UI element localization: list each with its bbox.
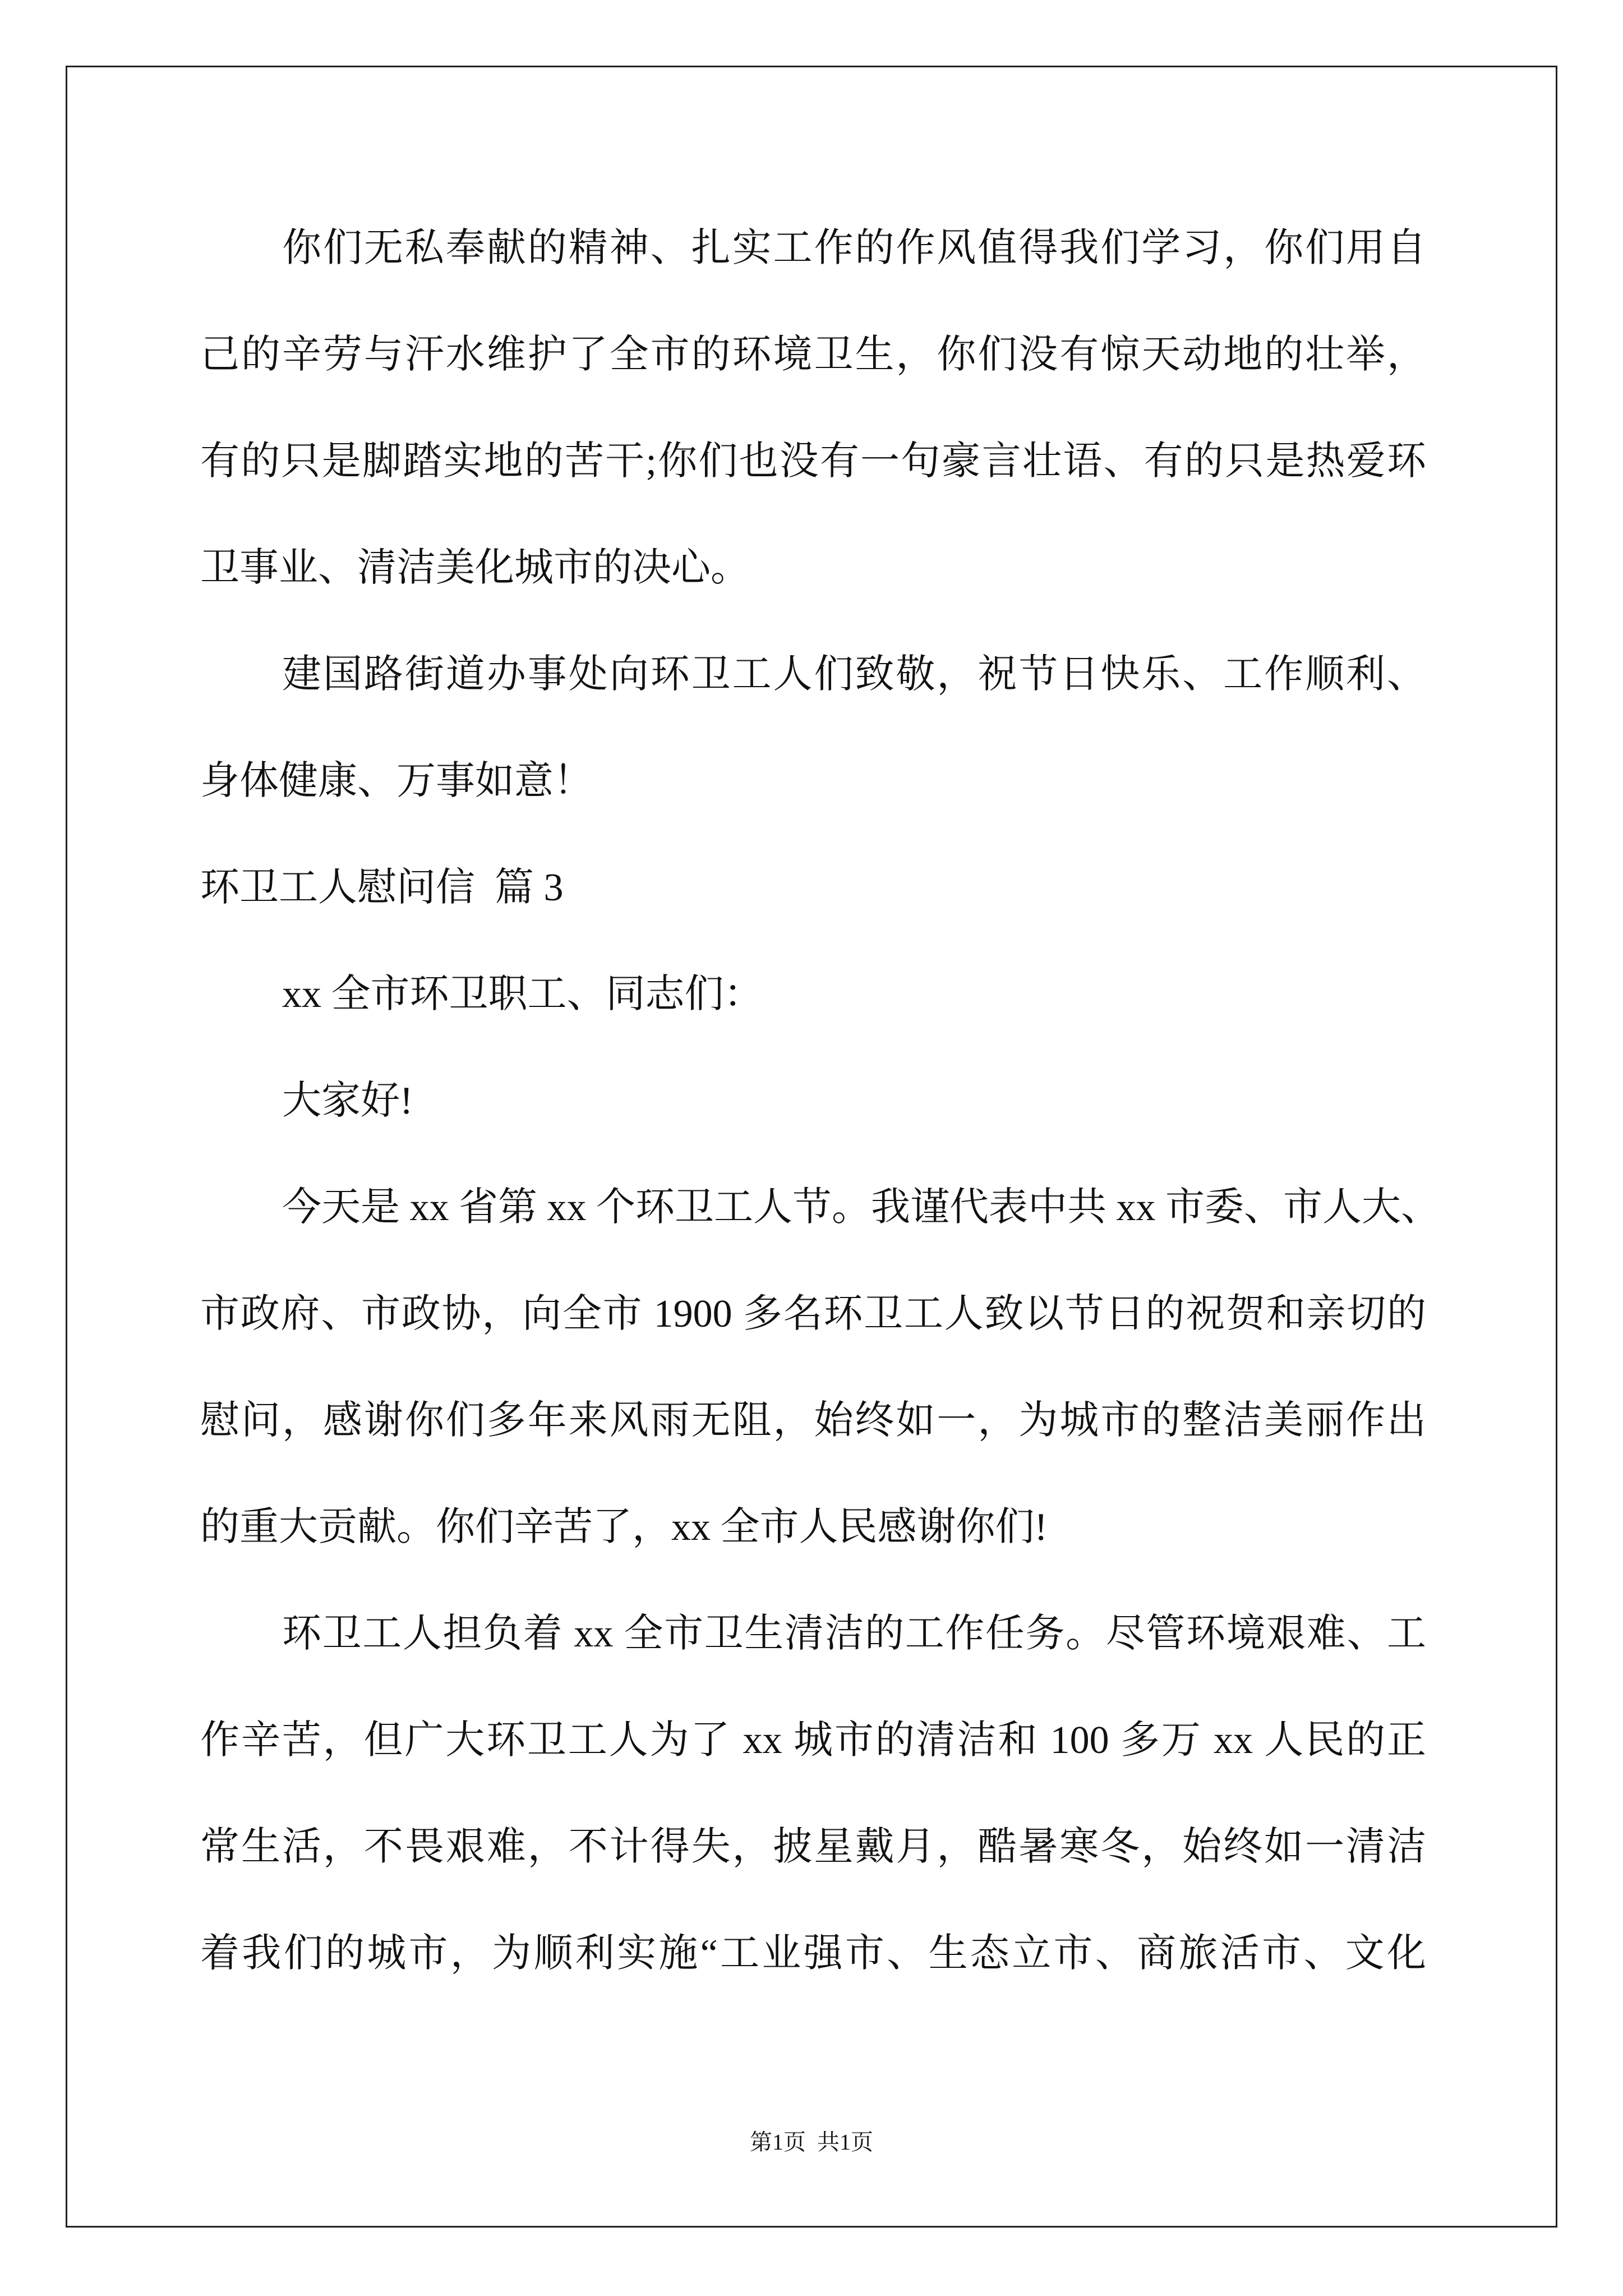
page-number: 第1页 共1页 [750, 2129, 873, 2155]
text-line: 卫事业、清洁美化城市的决心。 [200, 546, 750, 590]
greeting: 大家好! [282, 1079, 413, 1122]
text-line: 慰问，感谢你们多年来风雨无阻，始终如一，为城市的整洁美丽作出 [200, 1399, 1426, 1442]
text-line: 常生活，不畏艰难，不计得失，披星戴月，酷暑寒冬，始终如一清洁 [200, 1825, 1426, 1869]
text-line: 的重大贡献。你们辛苦了，xx 全市人民感谢你们! [200, 1506, 1048, 1549]
section-heading: 环卫工人慰问信 篇 3 [200, 866, 564, 909]
text-line: 有的只是脚踏实地的苦干;你们也没有一句豪言壮语、有的只是热爱环 [200, 440, 1426, 483]
text-line: 市政府、市政协，向全市 1900 多名环卫工人致以节日的祝贺和亲切的 [200, 1292, 1426, 1336]
text-line: 作辛苦，但广大环卫工人为了 xx 城市的清洁和 100 多万 xx 人民的正 [200, 1719, 1426, 1762]
text-line: 你们无私奉献的精神、扎实工作的作风值得我们学习，你们用自 [282, 227, 1426, 270]
text-line: 今天是 xx 省第 xx 个环卫工人节。我谨代表中共 xx 市委、市人大、 [282, 1186, 1440, 1229]
text-line: 己的辛劳与汗水维护了全市的环境卫生，你们没有惊天动地的壮举， [200, 333, 1426, 376]
text-line: 着我们的城市，为顺利实施“工业强市、生态立市、商旅活市、文化 [200, 1932, 1426, 1975]
text-line: 环卫工人担负着 xx 全市卫生清洁的工作任务。尽管环境艰难、工 [282, 1612, 1426, 1655]
document-body [200, 195, 1440, 2007]
text-line: 身体健康、万事如意！ [200, 760, 593, 803]
text-line: 建国路街道办事处向环卫工人们致敬，祝节日快乐、工作顺利、 [282, 653, 1426, 696]
salutation: xx 全市环卫职工、同志们： [282, 973, 763, 1016]
